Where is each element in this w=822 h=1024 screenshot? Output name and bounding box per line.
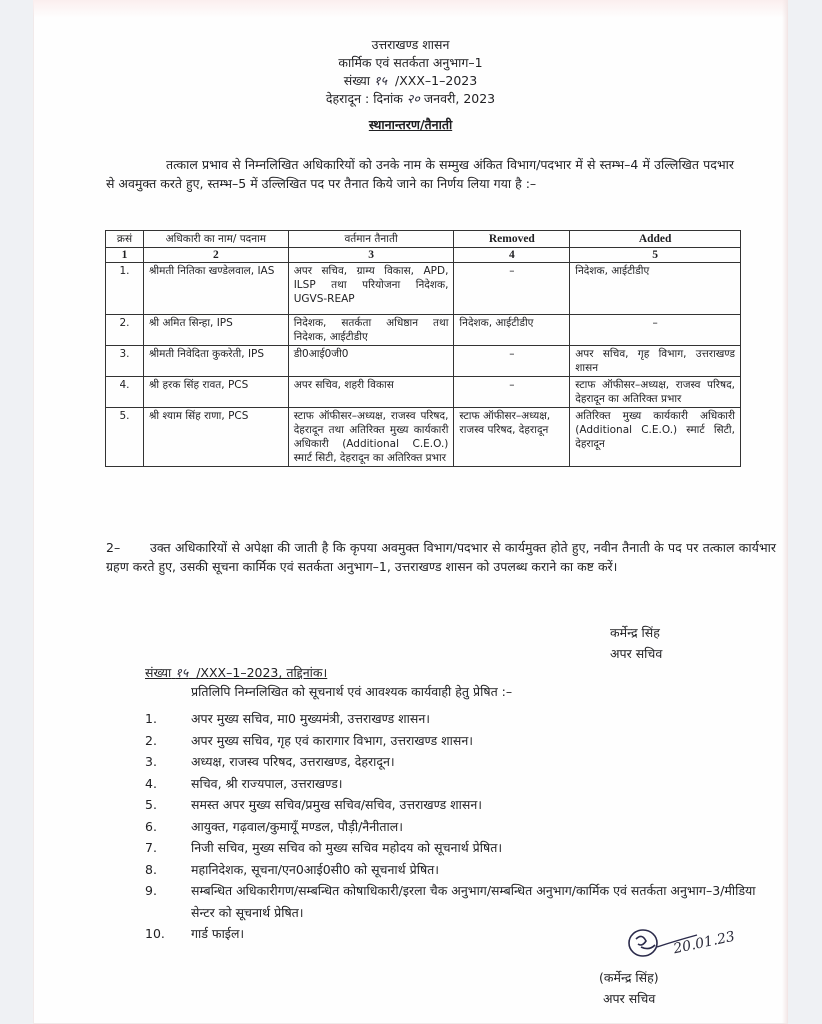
- item-text: गार्ड फाईल।: [191, 926, 245, 941]
- cell-added: –: [570, 315, 741, 346]
- list-item: [145, 816, 775, 838]
- header-sno: क्रसं: [106, 231, 144, 248]
- cell-name: श्री अमित सिन्हा, IPS: [143, 315, 288, 346]
- header-name: अधिकारी का नाम/ पदनाम: [143, 231, 288, 248]
- cell-removed: निदेशक, आईटीडीए: [454, 315, 570, 346]
- cell-sno: 4.: [106, 377, 144, 408]
- item-text: समस्त अपर मुख्य सचिव/प्रमुख सचिव/सचिव, उत्तराखण्ड शासन।: [191, 797, 483, 812]
- cell-name: श्रीमती नितिका खण्डेलवाल, IAS: [143, 263, 288, 315]
- copy-header: [145, 663, 512, 701]
- cell-current: अपर सचिव, शहरी विकास: [288, 377, 454, 408]
- item-number: 7.: [145, 840, 157, 855]
- table-row: [106, 408, 741, 467]
- department-name: कार्मिक एवं सतर्कता अनुभाग–1: [338, 55, 483, 70]
- table-row: [106, 263, 741, 315]
- cell-current: निदेशक, सतर्कता अधिष्ठान तथा निदेशक, आईटीडीए: [288, 315, 454, 346]
- copy-reference-number: संख्या १५ /XXX–1–2023, तद्दिनांक।: [145, 665, 328, 680]
- cell-removed: –: [454, 346, 570, 377]
- handwritten-number: १५: [175, 665, 189, 680]
- reference-number: संख्या १५ /XXX–1–2023: [343, 73, 478, 88]
- col-num: 2: [143, 248, 288, 263]
- paragraph-number: 2–: [106, 540, 121, 555]
- col-num: 4: [454, 248, 570, 263]
- handwritten-date: २०: [406, 91, 420, 106]
- signature-block-2: [599, 967, 659, 1009]
- cell-name: श्रीमती निवेदिता कुकरेती, IPS: [143, 346, 288, 377]
- transfer-table: [105, 230, 741, 467]
- item-text: निजी सचिव, मुख्य सचिव को मुख्य सचिव महोदय को सूचनार्थ प्रेषित।: [191, 840, 503, 855]
- handwritten-number: १५: [374, 73, 388, 88]
- item-text: महानिदेशक, सूचना/एन0आई0सी0 को सूचनार्थ प्रेषित।: [191, 861, 440, 877]
- cell-current: स्टाफ ऑफीसर–अध्यक्ष, राजस्व परिषद, देहरादून तथा अतिरिक्त मुख्य कार्यकारी अधिकारी (Additional C.E.O.) स्मार्ट सिटी, देहरादून का अतिरिक्त प्रभार: [288, 408, 454, 467]
- item-text: आयुक्त, गढ़वाल/कुमायूँ मण्डल, पौड़ी/नैनीताल।: [191, 818, 403, 834]
- list-item: [145, 730, 775, 752]
- cell-current: डी0आई0जी0: [288, 346, 454, 377]
- header-removed: Removed: [454, 231, 570, 248]
- col-num: 3: [288, 248, 454, 263]
- col-num: 1: [106, 248, 144, 263]
- signatory-name: (कर्मेन्द्र सिंह): [599, 970, 659, 985]
- item-number: 1.: [145, 711, 157, 726]
- cell-name: श्री श्याम सिंह राणा, PCS: [143, 408, 288, 467]
- place-date: देहरादून : दिनांक २० जनवरी, 2023: [325, 91, 496, 106]
- item-text: अध्यक्ष, राजस्व परिषद, उत्तराखण्ड, देहरादून।: [191, 754, 395, 769]
- list-item: [145, 773, 775, 795]
- cell-added: अतिरिक्त मुख्य कार्यकारी अधिकारी (Additional C.E.O.) स्मार्ट सिटी, देहरादून: [570, 408, 741, 467]
- handwritten-initials: [623, 925, 773, 965]
- cell-removed: स्टाफ ऑफीसर–अध्यक्ष, राजस्व परिषद, देहरादून: [454, 408, 570, 467]
- cell-added: अपर सचिव, गृह विभाग, उत्तराखण्ड शासन: [570, 346, 741, 377]
- table-row: [106, 315, 741, 346]
- list-item: [145, 794, 775, 816]
- signatory-designation: अपर सचिव: [610, 646, 663, 661]
- paragraph-2: [106, 538, 776, 576]
- document-header: [33, 36, 788, 134]
- list-item: [145, 859, 775, 881]
- signatory-designation: अपर सचिव: [603, 991, 656, 1006]
- list-item: [145, 837, 775, 859]
- item-number: 2.: [145, 732, 157, 748]
- cell-removed: –: [454, 377, 570, 408]
- list-item: [145, 751, 775, 773]
- item-number: 3.: [145, 754, 157, 769]
- item-text: अपर मुख्य सचिव, मा0 मुख्यमंत्री, उत्तराखण्ड शासन।: [191, 711, 431, 726]
- cell-name: श्री हरक सिंह रावत, PCS: [143, 377, 288, 408]
- copy-list: [145, 708, 775, 945]
- subject-heading: स्थानान्तरण/तैनाती: [368, 117, 453, 132]
- intro-paragraph: तत्काल प्रभाव से निम्नलिखित अधिकारियों को उनके नाम के सम्मुख अंकित विभाग/पदभार में से स्तम्भ–4 में उल्लिखित पदभार से अवमुक्त करते हुए, स्तम्भ–5 में उल्लिखित पद पर तैनात किये जाने का निर्णय लिया गया है :–: [106, 157, 734, 191]
- cell-removed: –: [454, 263, 570, 315]
- item-number: 5.: [145, 797, 157, 812]
- cell-current: अपर सचिव, ग्राम्य विकास, APD, ILSP तथा परियोजना निदेशक, UGVS-REAP: [288, 263, 454, 315]
- signatory-name: कर्मेन्द्र सिंह: [610, 625, 660, 640]
- col-num: 5: [570, 248, 741, 263]
- item-number: 10.: [145, 926, 165, 941]
- document-page: [33, 0, 788, 1024]
- cell-added: निदेशक, आईटीडीए: [570, 263, 741, 315]
- list-item: [145, 880, 775, 923]
- cell-sno: 5.: [106, 408, 144, 467]
- header-added: Added: [570, 231, 741, 248]
- cell-sno: 3.: [106, 346, 144, 377]
- cell-sno: 2.: [106, 315, 144, 346]
- signature-block-1: [610, 622, 662, 664]
- item-number: 9.: [145, 883, 157, 898]
- paragraph-2-text: उक्त अधिकारियों से अपेक्षा की जाती है कि कृपया अवमुक्त विभाग/पदभार से कार्यमुक्त होते हुए, नवीन तैनाती के पद पर तत्काल कार्यभार ग्रहण करते हुए, उसकी सूचना कार्मिक एवं सतर्कता अनुभाग–1, उत्तराखण्ड शासन को उपलब्ध कराने का कष्ट करें।: [106, 540, 776, 574]
- table-row: [106, 377, 741, 408]
- item-text: सम्बन्धित अधिकारीगण/सम्बन्धित कोषाधिकारी/इरला चैक अनुभाग/सम्बन्धित अनुभाग/कार्मिक एवं सतर्कता अनुभाग–3/मीडिया सेन्टर को सूचनार्थ प्रेषित।: [191, 883, 756, 920]
- item-text: अपर मुख्य सचिव, गृह एवं कारागार विभाग, उत्तराखण्ड शासन।: [191, 732, 474, 748]
- item-text: सचिव, श्री राज्यपाल, उत्तराखण्ड।: [191, 775, 343, 791]
- handwritten-date: 20.01.23: [672, 928, 737, 958]
- item-number: 4.: [145, 775, 157, 791]
- column-number-row: [106, 248, 741, 263]
- header-current: वर्तमान तैनाती: [288, 231, 454, 248]
- table-row: [106, 346, 741, 377]
- cell-sno: 1.: [106, 263, 144, 315]
- government-name: उत्तराखण्ड शासन: [371, 37, 450, 52]
- cell-added: स्टाफ ऑफीसर–अध्यक्ष, राजस्व परिषद, देहरादून का अतिरिक्त प्रभार: [570, 377, 741, 408]
- table-header-row: [106, 231, 741, 248]
- copy-intro: प्रतिलिपि निम्नलिखित को सूचनार्थ एवं आवश्यक कार्यवाही हेतु प्रेषित :–: [191, 684, 513, 699]
- item-number: 6.: [145, 818, 157, 834]
- item-number: 8.: [145, 861, 157, 877]
- list-item: [145, 708, 775, 730]
